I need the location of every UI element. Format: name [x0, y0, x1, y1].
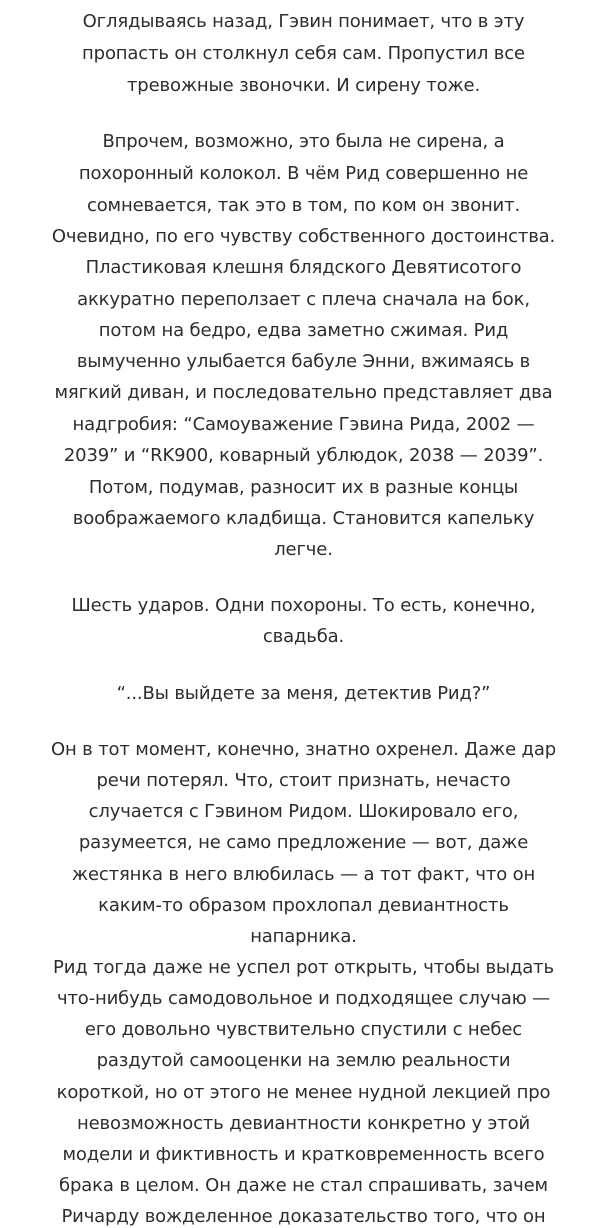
- text-line: сомневается, так это в том, по ком он звонит.: [86, 195, 521, 216]
- text-line: похоронный колокол. В чём Рид совершенно не: [78, 163, 529, 184]
- text-line: Ричарду вожделенное доказательство того, что он: [61, 1206, 546, 1227]
- text-line: разумеется, не само предложение — вот, даже: [78, 832, 529, 853]
- text-line: речи потерял. Что, стоит признать, нечасто: [96, 770, 511, 791]
- text-line: мягкий диван, и последовательно представляет два: [54, 382, 553, 403]
- text-line: “...Вы выйдете за меня, детектив Рид?”: [116, 683, 491, 704]
- text-line: что-нибудь самодовольное и подходящее случаю —: [56, 988, 550, 1009]
- text-line: Потом, подумав, разносит их в разные концы: [88, 477, 519, 498]
- text-line: Впрочем, возможно, это была не сирена, а: [102, 131, 505, 152]
- text-line: свадьба.: [262, 626, 345, 647]
- text-line: невозможность девиантности конкретно у этой: [76, 1113, 531, 1134]
- text-line: раздутой самооценки на землю реальности: [96, 1050, 511, 1071]
- text-line: напарника.: [250, 926, 357, 947]
- text-line: легче.: [274, 539, 333, 560]
- text-line: воображаемого кладбища. Становится капельку: [72, 508, 535, 529]
- text-line: пропасть он столкнул себя сам. Пропустил все: [82, 43, 525, 64]
- text-line: Он в тот момент, конечно, знатно охренел. Даже дар: [50, 739, 557, 760]
- text-line: вымученно улыбается бабуле Энни, вжимаясь в: [76, 351, 531, 372]
- text-line: Рид тогда даже не успел рот открыть, чтобы выдать: [53, 957, 554, 978]
- text-line: короткой, но от этого не менее нудной лекцией про: [56, 1082, 551, 1103]
- text-line: тревожные звоночки. И сирену тоже.: [126, 75, 481, 96]
- text-line: брака в целом. Он даже не стал спрашивать, зачем: [59, 1175, 548, 1196]
- text-line: Пластиковая клешня блядского Девятисотого: [85, 257, 522, 278]
- text-line: каким-то образом прохлопал девиантность: [98, 895, 509, 916]
- text-line: Шесть ударов. Одни похороны. То есть, конечно,: [71, 595, 536, 616]
- text-line: его довольно чувствительно спустили с небес: [84, 1019, 523, 1040]
- text-line: жестянка в него влюбилась — а тот факт, что он: [71, 864, 536, 885]
- text-line: 2039” и “RK900, коварный ублюдок, 2038 — 2039”.: [63, 445, 544, 466]
- text-line: аккуратно переползает с плеча сначала на бок,: [77, 289, 530, 310]
- text-line: случается с Гэвином Ридом. Шокировало его,: [88, 801, 519, 822]
- text-line: надгробия: “Самоуважение Гэвина Рида, 2002 —: [72, 414, 535, 435]
- text-line: модели и фиктивность и кратковременность всего: [62, 1144, 545, 1165]
- text-line: потом на бедро, едва заметно сжимая. Рид: [98, 320, 509, 341]
- text-line: Очевидно, по его чувству собственного достоинства.: [51, 226, 556, 247]
- text-line: Оглядываясь назад, Гэвин понимает, что в эту: [82, 11, 525, 32]
